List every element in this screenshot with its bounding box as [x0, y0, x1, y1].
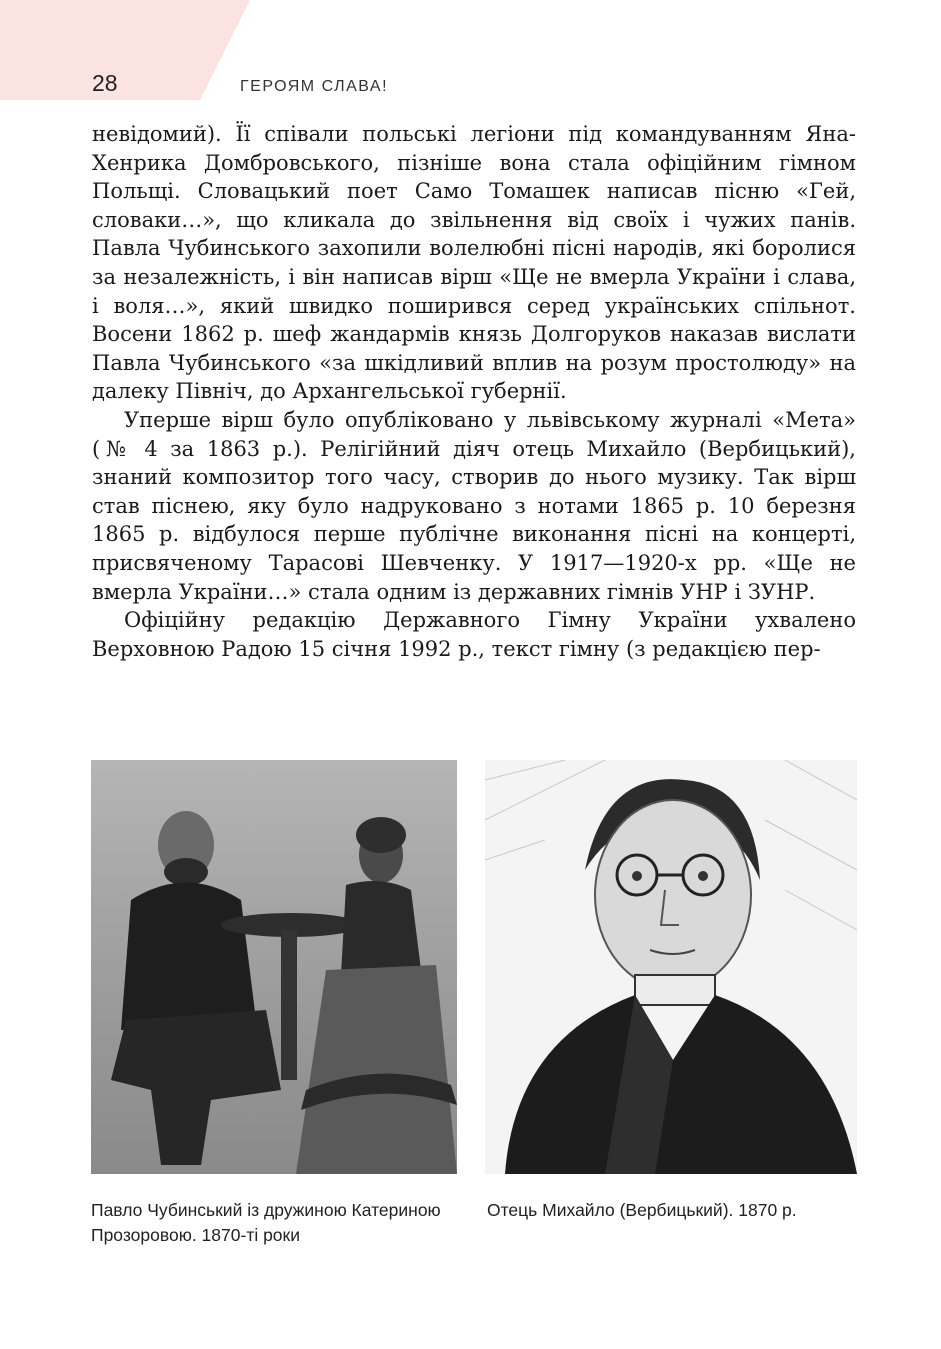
paragraph-3: Офіційну редакцію Державного Гімну України ухвалено Верховною Радою 15 січня 1992 р., текст гімну (з редакцією пер- — [92, 608, 856, 661]
paragraph-2: Уперше вірш було опубліковано у львівському журналі «Мета» (№ 4 за 1863 р.). Релігійний діяч отець Михайло (Вербицький), знаний композитор того часу, створив до нього музику. Так вірш став піснею, яку було надруковано з нотами 1865 р. 10 березня 1865 р. відбулося перше публічне виконання пісні на концерті, присвяченому Тарасові Шевченку. У 1917—1920-х рр. «Ще не вмерла України…» стала одним із державних гімнів УНР і ЗУНР. — [92, 407, 856, 604]
running-head: ГЕРОЯМ СЛАВА! — [240, 78, 389, 95]
paragraph-1: невідомий). Її співали польські легіони під командуванням Яна-Хенрика Домбровського, пізніше вона стала офіційним гімном Польщі. Словацький поет Само Томашек написав пісню «Гей, словаки…», що кликала до звільнення від своїх і чужих панів. Павла Чубинського захопили волелюбні пісні народів, які боролися за незалежність, і він написав вірш «Ще не вмерла України і слава, і воля…», який швидко поширився серед українських спільнот. Восени 1862 р. шеф жандармів князь Долгоруков наказав вислати Павла Чубинського «за шкідливий вплив на розум простолюду» на далеку Північ, до Архангельської губернії. — [92, 122, 856, 404]
corner-accent-shape — [0, 0, 250, 100]
caption-left: Павло Чубинський із дружиною Катериною Прозоровою. 1870-ті роки — [91, 1200, 441, 1245]
body-text — [92, 120, 856, 663]
photo-chubynsky-with-wife — [91, 760, 457, 1174]
portrait-mykhailo-verbytsky — [485, 760, 857, 1174]
caption-right: Отець Михайло (Вербицький). 1870 р. — [487, 1200, 797, 1220]
page-number: 28 — [92, 70, 118, 96]
